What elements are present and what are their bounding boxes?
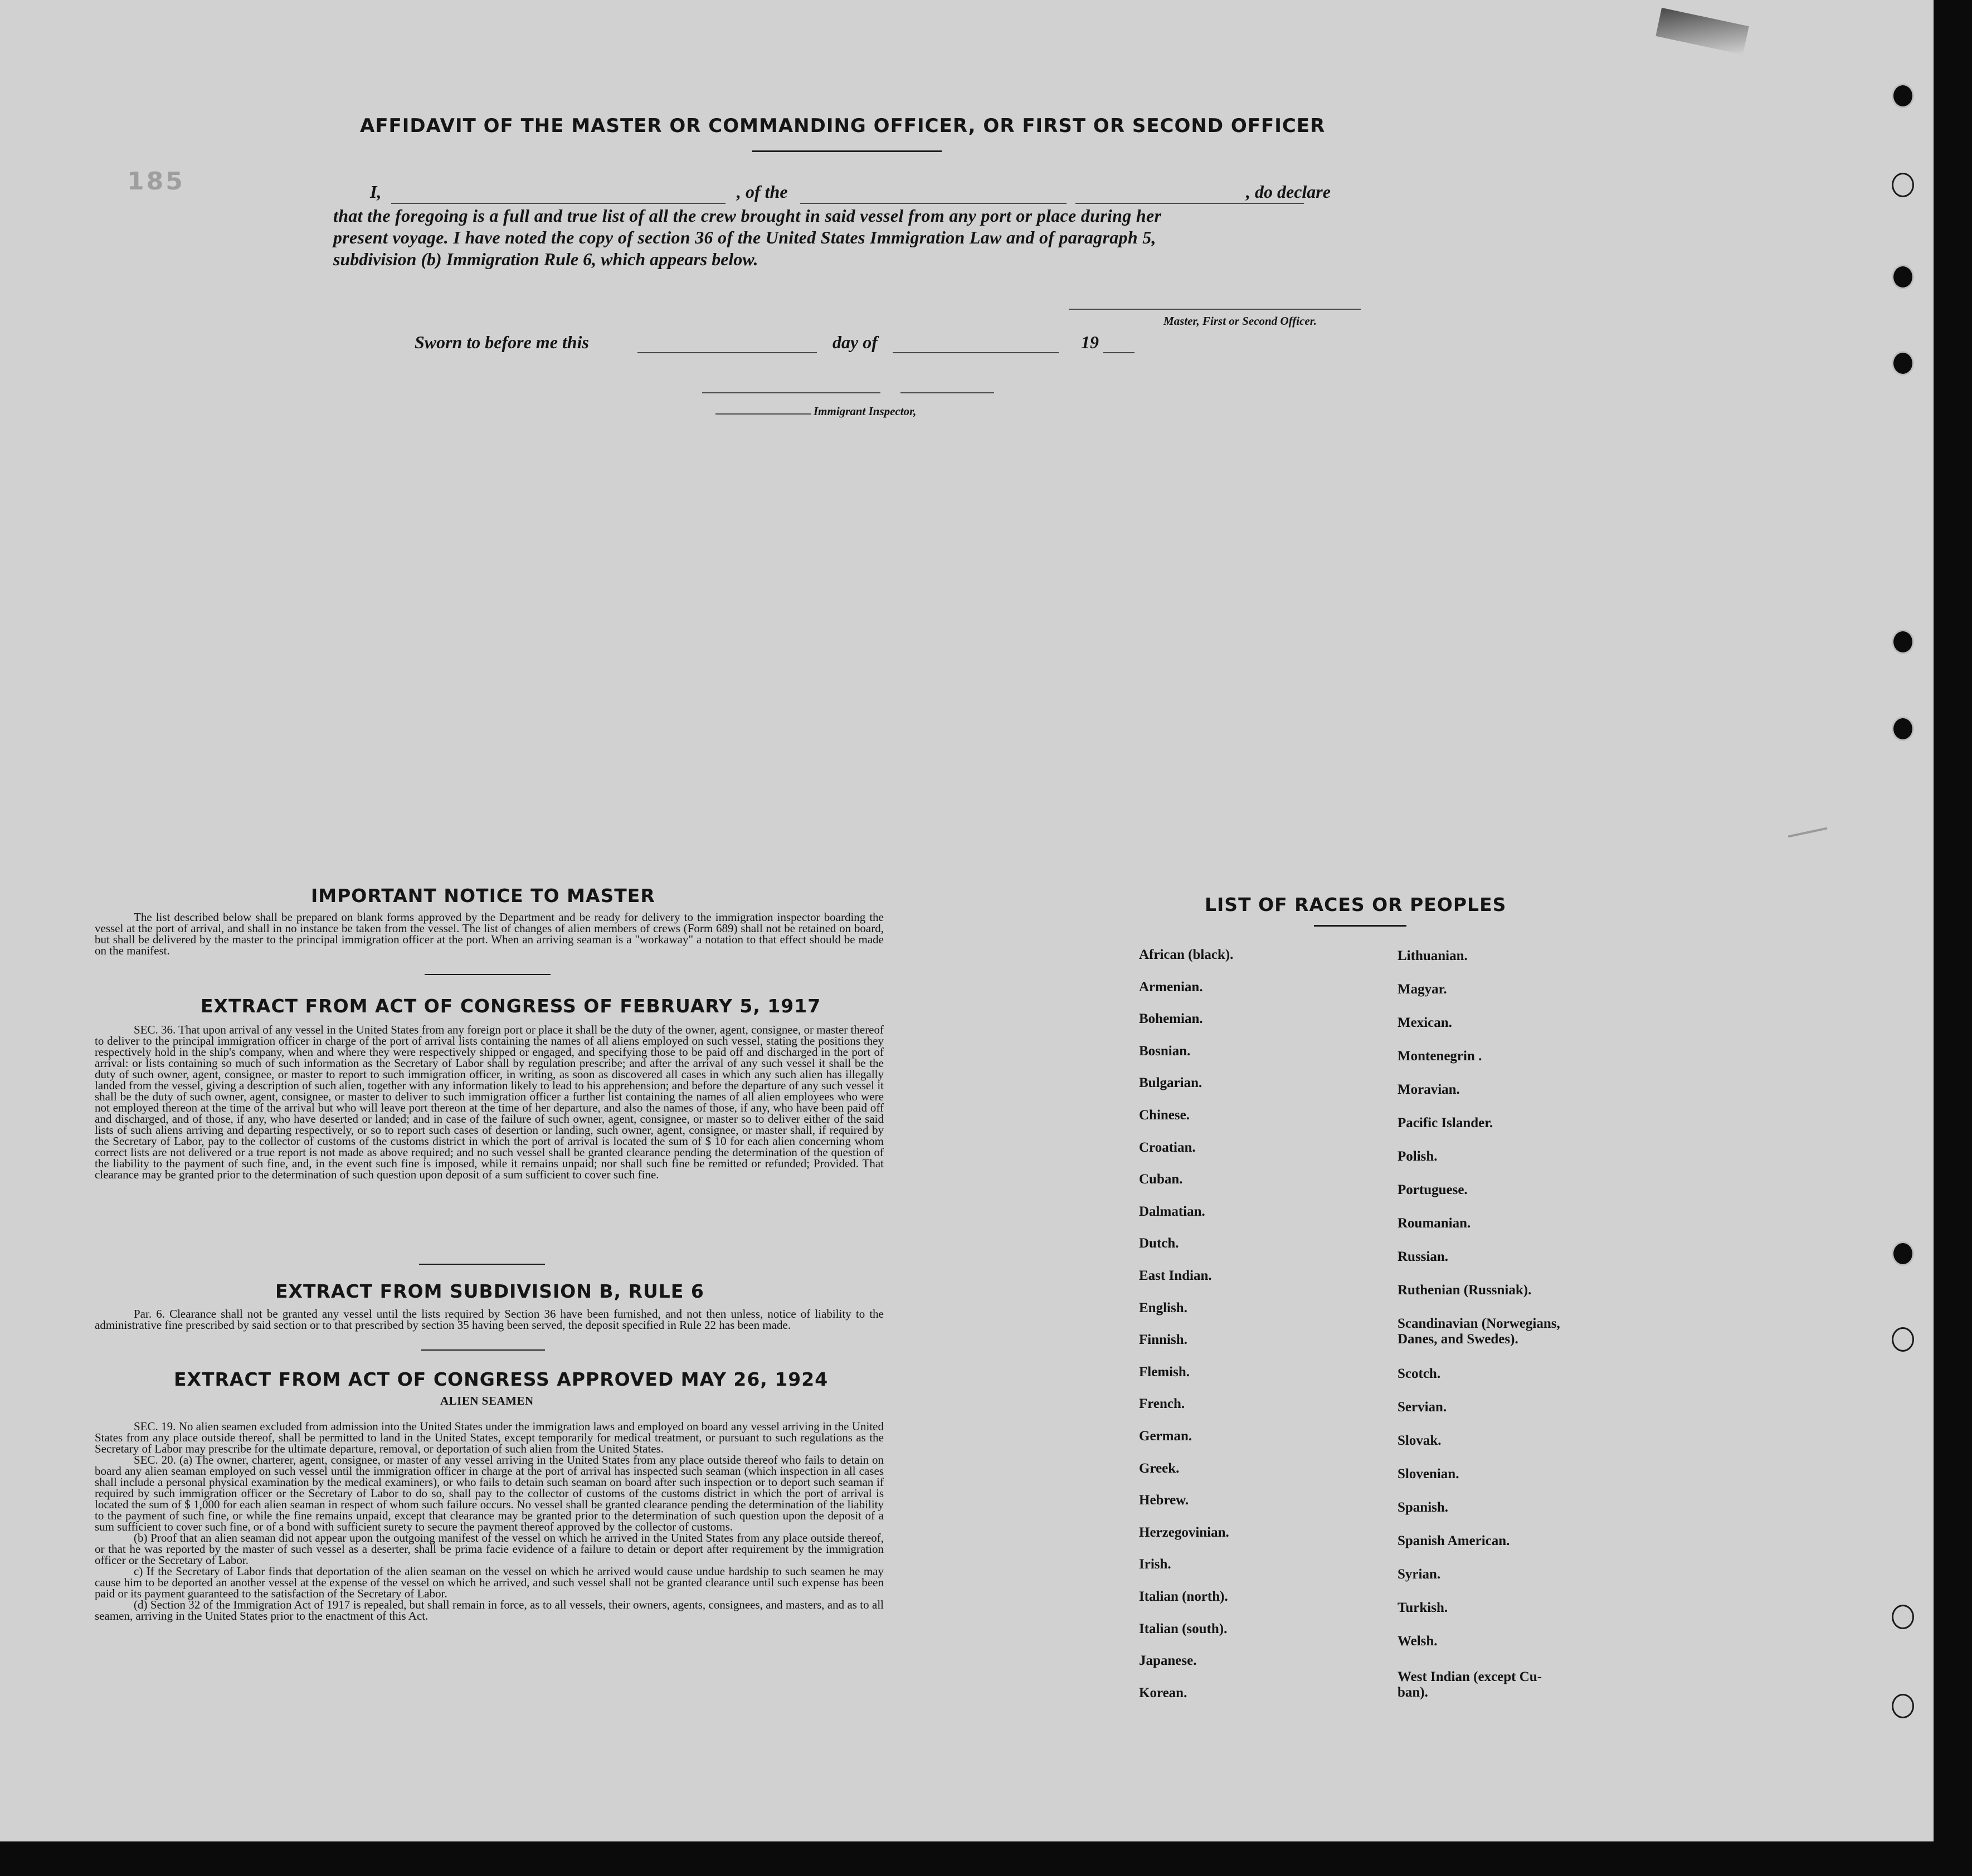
race-item: Croatian. xyxy=(1139,1140,1196,1155)
declaration-line-2: that the foregoing is a full and true list of all the crew brought in said vessel from any port or place during her xyxy=(333,206,1162,226)
year-blank xyxy=(1103,352,1134,353)
race-item: Dutch. xyxy=(1139,1236,1179,1251)
master-signature-line xyxy=(1069,309,1361,310)
race-item: Spanish American. xyxy=(1398,1533,1510,1548)
master-label: Master, First or Second Officer. xyxy=(1163,314,1317,328)
rule-6-title: EXTRACT FROM SUBDIVISION B, RULE 6 xyxy=(275,1280,704,1302)
declaration-line-4: subdivision (b) Immigration Rule 6, which appears below. xyxy=(333,249,758,269)
race-item: Finnish. xyxy=(1139,1332,1187,1347)
race-item: Cuban. xyxy=(1139,1172,1183,1187)
notice-paragraph: The list described below shall be prepared on blank forms approved by the Department and be ready for delivery to the immigration inspector boarding the vessel at the port of arrival, and shall in no instance be taken from the vessel. The list of changes of alien members of crews (Form 689) shall not be retained on board, but shall be delivered by the master to the principal immigration officer at the port. When an arriving seaman is a "workaway" a notation to that effect should be made on the manifest. xyxy=(95,910,884,957)
of-the-label: , of the xyxy=(737,182,788,202)
race-item: Bohemian. xyxy=(1139,1011,1203,1026)
do-declare-label: , do declare xyxy=(1246,182,1331,202)
race-item: Mexican. xyxy=(1398,1015,1452,1030)
race-item: Servian. xyxy=(1398,1400,1447,1415)
margin-stamp: 185 xyxy=(127,167,185,196)
affidavit-title-rule xyxy=(752,150,942,152)
race-item: Italian (south). xyxy=(1139,1621,1228,1636)
extract-1924-text xyxy=(95,1421,884,1621)
year-prefix: 19 xyxy=(1081,332,1099,352)
par-6-paragraph: Par. 6. Clearance shall not be granted any vessel until the lists required by Section 36 have been furnished, and not then unless, notice of liability to the administrative fine prescribed by said section or to that prescribed by section 35 having been served, the deposit specified in Rule 22 has been made. xyxy=(95,1307,884,1332)
alien-seamen-subtitle: ALIEN SEAMEN xyxy=(440,1394,534,1407)
binder-hole-icon xyxy=(1892,351,1914,376)
declaration-line-1 xyxy=(370,182,1365,206)
declaration-body xyxy=(333,205,1370,270)
race-item: French. xyxy=(1139,1396,1185,1411)
binder-hole-icon xyxy=(1892,630,1914,654)
notice-text xyxy=(95,912,884,956)
pencil-mark xyxy=(1788,827,1827,838)
race-item: Flemish. xyxy=(1139,1365,1190,1380)
race-item: Dalmatian. xyxy=(1139,1204,1205,1219)
race-item: Chinese. xyxy=(1139,1108,1190,1123)
race-item: Turkish. xyxy=(1398,1600,1448,1615)
section-19-paragraph: SEC. 19. No alien seamen excluded from admission into the United States under the immigration laws and employed on board any vessel arriving in the United States from any place outside thereof, shall be permitted to land in the United States, except temporarily for medical treatment, or pursuant to such regulations as the Secretary of Labor may prescribe for the ultimate departure, removal, or deportation of such alien from the United States. xyxy=(95,1420,884,1455)
race-item: Montenegrin . xyxy=(1398,1049,1482,1064)
race-item: Slovenian. xyxy=(1398,1466,1459,1482)
race-item: Ruthenian (Russniak). xyxy=(1398,1283,1532,1298)
race-item: Scotch. xyxy=(1398,1366,1441,1381)
rule-6-text xyxy=(95,1308,884,1331)
race-item: Danes, and Swedes). xyxy=(1398,1332,1518,1347)
extract-1917-text xyxy=(95,1024,884,1180)
i-label: I, xyxy=(370,182,382,202)
section-20d-paragraph: (d) Section 32 of the Immigration Act of 1917 is repealed, but shall remain in force, as to all vessels, their owners, agents, consignees, and masters, and as to all seamen, arriving in the United States prior to the enactment of this Act. xyxy=(95,1598,884,1622)
race-item: ban). xyxy=(1398,1685,1428,1700)
inspector-signature-line-1 xyxy=(702,392,880,393)
race-item: Irish. xyxy=(1139,1557,1171,1572)
race-item: Lithuanian. xyxy=(1398,948,1468,963)
binder-hole-icon xyxy=(1892,1241,1914,1266)
race-item: Spanish. xyxy=(1398,1500,1449,1515)
section-20b-paragraph: (b) Proof that an alien seaman did not appear upon the outgoing manifest of the vessel on which he arrived in the United States from any place outside thereof, or that he was reported by the master of such vessel as a deserter, shall be prima facie evidence of a failure to detain or deport after requirement by the immigration officer or the Secretary of Labor. xyxy=(95,1531,884,1567)
race-item: Roumanian. xyxy=(1398,1216,1471,1231)
race-item: African (black). xyxy=(1139,947,1234,962)
extract-1924-title: EXTRACT FROM ACT OF CONGRESS APPROVED MAY 26, 1924 xyxy=(174,1368,829,1390)
race-item: Korean. xyxy=(1139,1685,1187,1700)
race-item: Scandinavian (Norwegians, xyxy=(1398,1316,1560,1331)
race-item: Pacific Islander. xyxy=(1398,1115,1493,1131)
section-20a-paragraph: SEC. 20. (a) The owner, charterer, agent, consignee, or master of any vessel arriving in the United States from any place outside thereof who fails to detain on board any alien seaman employed on such vessel until the immigration officer in charge at the port of arrival has inspected such seaman (which inspection in all cases shall include a personal physical examination by the medical examiners), or who fails to detain such seaman on board after such inspection or to deport such seaman if required by such immigration officer or the Secretary of Labor to do so, shall pay to the collector of customs of the customs district in which the port of arrival is located the sum of $ 1,000 for each alien seaman in respect of whom such failure occurs. No vessel shall be granted clearance pending the determination of the liability to the payment of such fine, or while the fine remains unpaid, except that clearance may be granted prior to the determination of such question upon the deposit of a sum sufficient to cover such fine, or of a bond with sufficient surety to secure the payment thereof approved by the collector of customs. xyxy=(95,1453,884,1533)
corner-smudge xyxy=(1655,8,1749,55)
race-item: West Indian (except Cu- xyxy=(1398,1669,1542,1684)
race-item: Hebrew. xyxy=(1139,1493,1189,1508)
binder-hole-icon xyxy=(1892,265,1914,289)
sworn-month-blank xyxy=(893,352,1059,353)
binder-hole-icon xyxy=(1892,1694,1914,1718)
rule-6-rule xyxy=(421,1349,545,1351)
notice-title: IMPORTANT NOTICE TO MASTER xyxy=(311,885,655,907)
binder-hole-icon xyxy=(1892,717,1914,741)
section-36-paragraph: SEC. 36. That upon arrival of any vessel in the United States from any foreign port or place it shall be the duty of the owner, agent, consignee, or master thereof to deliver to the principal immigration officer in charge of the port of arrival lists containing the names of all aliens employed on such vessel, stating the positions they respectively hold in the ship's company, when and where they were respectively shipped or engaged, and specifying those to be paid off and discharged in the port of arrival: or lists containing so much of such information as the Secretary of Labor shall by regulation prescribe; and after the arrival of any such vessel it shall be the duty of such owner, agent, consignee, or master to report to such immigration officer, in writing, as soon as discovered all cases in which any such alien has illegally landed from the vessel, giving a description of such alien, together with any information likely to lead to his apprehension; and before the departure of any such vessel it shall be the duty of such owner, agent, consignee, or master to deliver to such immigration officer a further list containing the names of all alien employees who were not employed thereon at the time of the arrival but who will leave port thereon at the time of her departure, and also the names of those, if any, who have been paid off and discharged, and of those, if any, who have deserted or landed; and in case of the failure of such owner, agent, consignee, or master so to deliver either of the said lists of such aliens arriving and departing respectively, or so to report such cases of desertion or landing, such owner, agent, consignee, or master shall, if required by the Secretary of Labor, pay to the collector of customs of the customs district in which the port of arrival is located the sum of $ 10 for each alien concerning whom correct lists are not delivered or a true report is not made as above required; and no such vessel shall be granted clearance pending the determination of the question of the liability to the payment of such fine, and, in the event such fine is imposed, while it remains unpaid; nor shall such fine be remitted or refunded; Provided. That clearance may be granted prior to the determination of such question upon deposit of a sum sufficient to cover such fine. xyxy=(95,1023,884,1181)
vessel-blank-2 xyxy=(1075,203,1304,204)
race-item: English. xyxy=(1139,1300,1187,1315)
extract-1917-rule xyxy=(419,1264,545,1265)
races-title-rule xyxy=(1314,925,1406,927)
race-item: East Indian. xyxy=(1139,1268,1212,1283)
race-item: Armenian. xyxy=(1139,980,1203,995)
inspector-signature-line-2 xyxy=(900,392,994,393)
race-item: Greek. xyxy=(1139,1461,1180,1476)
race-item: Italian (north). xyxy=(1139,1589,1228,1604)
race-item: Magyar. xyxy=(1398,982,1447,997)
race-item: Russian. xyxy=(1398,1249,1449,1264)
day-of-label: day of xyxy=(832,332,878,352)
declaration-line-3: present voyage. I have noted the copy of section 36 of the United States Immigration Law and of paragraph 5, xyxy=(333,227,1156,247)
race-item: Polish. xyxy=(1398,1149,1438,1164)
name-blank xyxy=(391,203,725,204)
races-title: LIST OF RACES OR PEOPLES xyxy=(1205,894,1507,915)
race-item: Slovak. xyxy=(1398,1433,1442,1448)
race-item: Portuguese. xyxy=(1398,1182,1468,1197)
affidavit-title: AFFIDAVIT OF THE MASTER OR COMMANDING OFFICER, OR FIRST OR SECOND OFFICER xyxy=(360,115,1326,137)
race-item: Bosnian. xyxy=(1139,1044,1191,1059)
inspector-label-leader xyxy=(715,413,811,415)
race-item: Syrian. xyxy=(1398,1567,1441,1582)
inspector-label: Immigrant Inspector, xyxy=(814,405,917,418)
binder-hole-icon xyxy=(1892,173,1914,197)
race-item: Moravian. xyxy=(1398,1082,1460,1097)
sworn-day-blank xyxy=(637,352,817,353)
race-item: Herzegovinian. xyxy=(1139,1525,1229,1540)
race-item: German. xyxy=(1139,1429,1192,1444)
binder-hole-icon xyxy=(1892,84,1914,108)
race-item: Welsh. xyxy=(1398,1634,1438,1649)
sworn-label: Sworn to before me this xyxy=(415,332,589,352)
notice-rule xyxy=(425,974,551,975)
sworn-line xyxy=(415,332,1139,358)
binder-hole-icon xyxy=(1892,1605,1914,1629)
binder-hole-icon xyxy=(1892,1327,1914,1352)
race-item: Bulgarian. xyxy=(1139,1075,1202,1090)
extract-1917-title: EXTRACT FROM ACT OF CONGRESS OF FEBRUARY 5, 1917 xyxy=(201,995,821,1017)
vessel-blank-1 xyxy=(800,203,1067,204)
race-item: Japanese. xyxy=(1139,1653,1197,1668)
section-20c-paragraph: c) If the Secretary of Labor finds that deportation of the alien seaman on the vessel on which he arrived would cause undue hardship to such seamen he may cause him to be deported an another vessel at the expense of the vessel on which he arrived, and such vessel shall not be granted clearance until such expense has been paid or its payment guaranteed to the satisfaction of the Secretary of Labor. xyxy=(95,1565,884,1600)
